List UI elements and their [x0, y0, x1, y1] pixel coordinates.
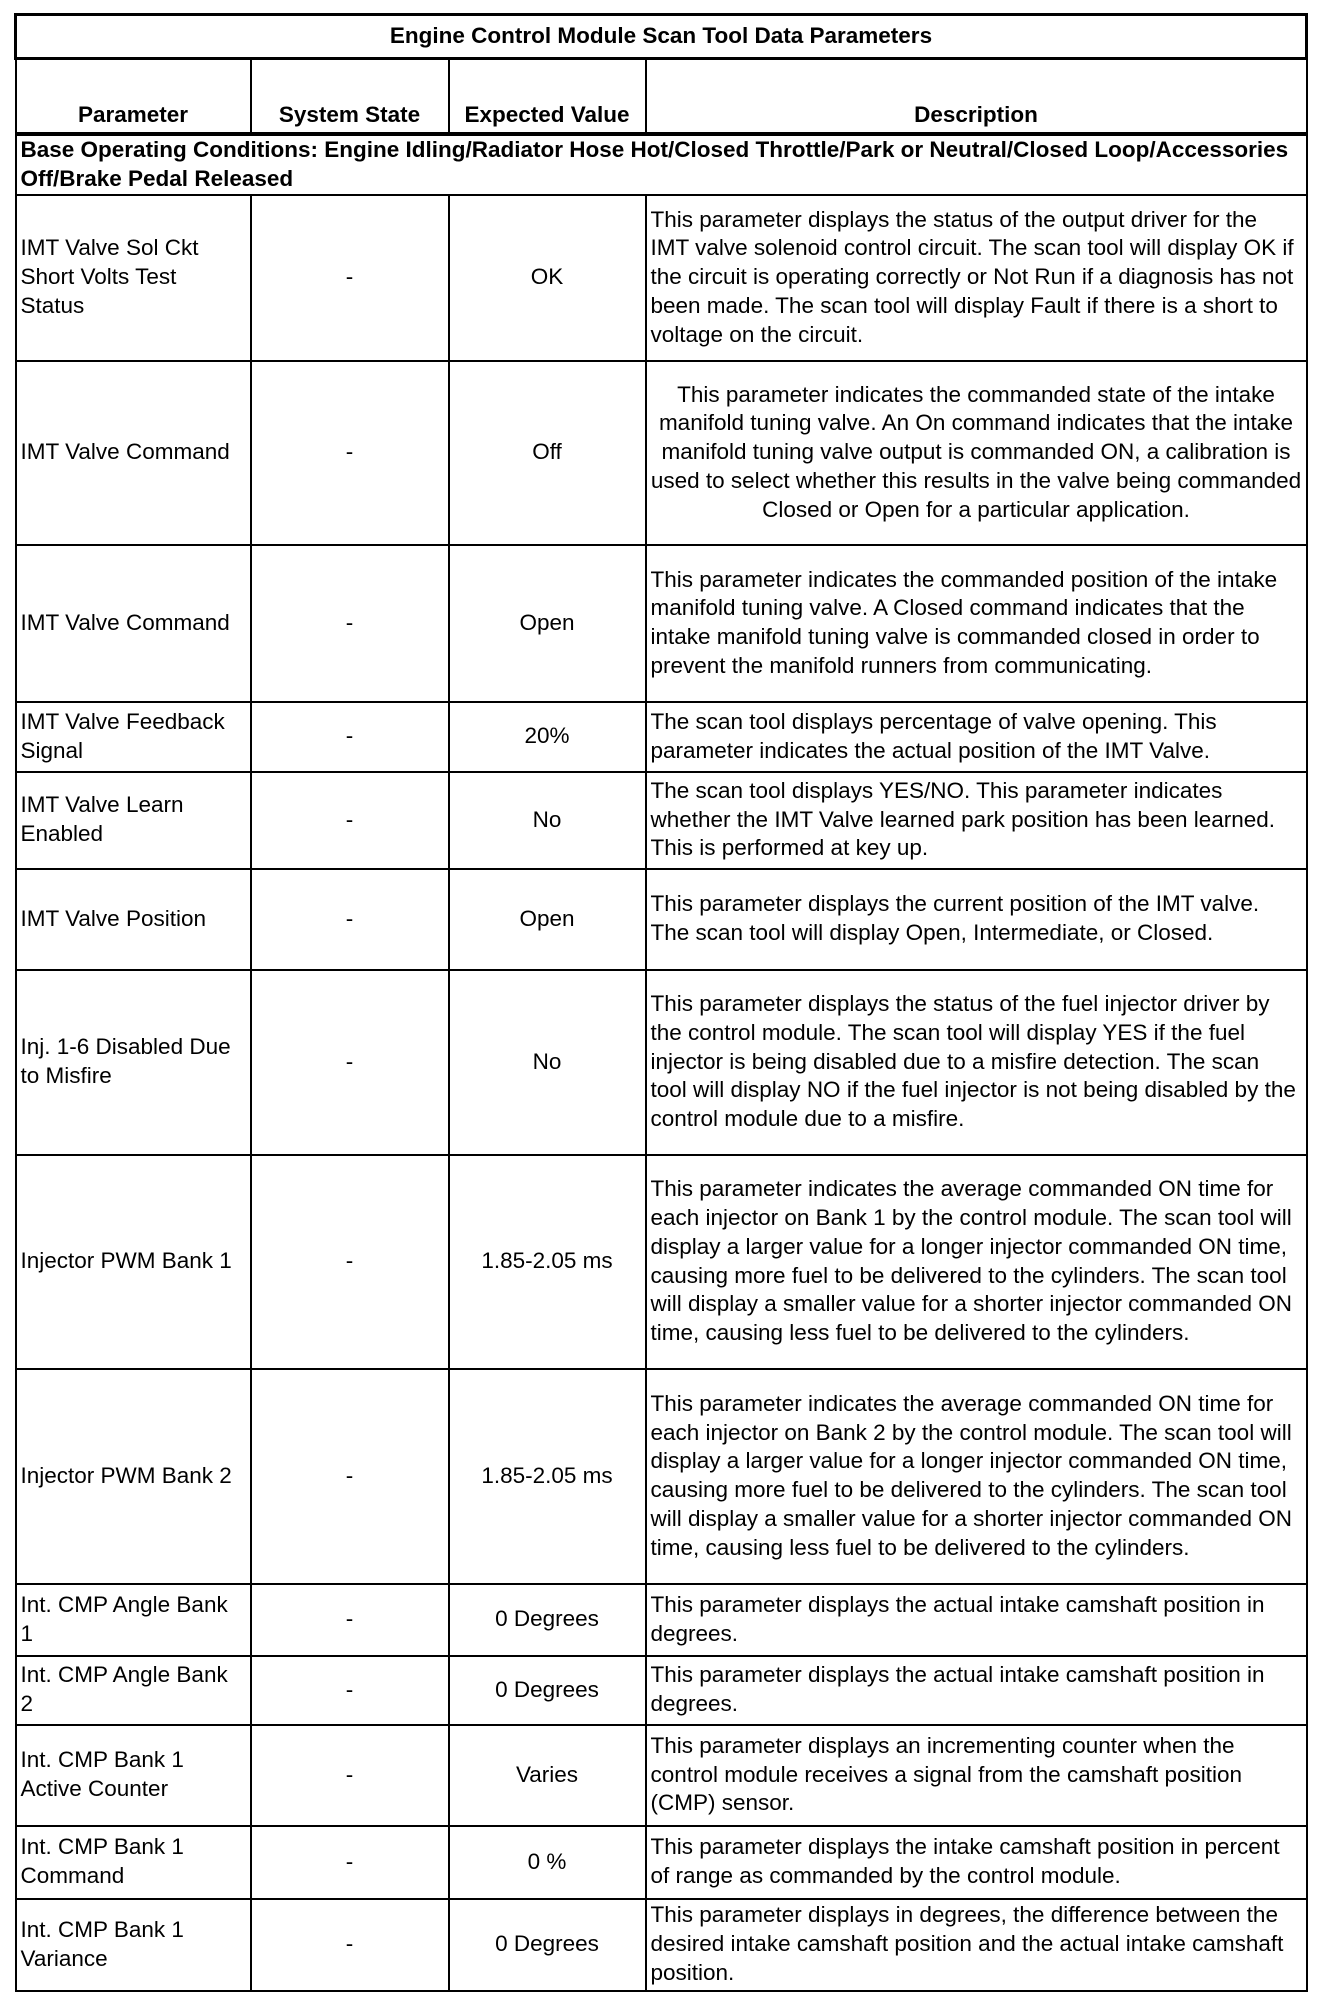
- table-row: [16, 1369, 1307, 1584]
- description-cell: This parameter indicates the commanded state of the intake manifold tuning valve. An On command indicates that the intake manifold tuning valve output is commanded ON, a calibration is used to select whether this results in the valve being commanded Closed or Open for a particular application.: [646, 361, 1307, 545]
- table-row: [16, 1656, 1307, 1725]
- expected-value-cell: Varies: [449, 1725, 646, 1826]
- description-cell: The scan tool displays percentage of valve opening. This parameter indicates the actual position of the IMT Valve.: [646, 702, 1307, 772]
- parameter-cell: Int. CMP Angle Bank 1: [16, 1584, 251, 1656]
- parameter-cell: IMT Valve Command: [16, 545, 251, 702]
- parameter-cell: Injector PWM Bank 1: [16, 1155, 251, 1369]
- expected-value-cell: No: [449, 970, 646, 1155]
- description-cell: This parameter displays an incrementing counter when the control module receives a signal from the camshaft position (CMP) sensor.: [646, 1725, 1307, 1826]
- description-cell: This parameter indicates the average commanded ON time for each injector on Bank 1 by the control module. The scan tool will display a larger value for a longer injector commanded ON time, causing more fuel to be delivered to the cylinders. The scan tool will display a smaller value for a shorter injector commanded ON time, causing less fuel to be delivered to the cylinders.: [646, 1155, 1307, 1369]
- parameter-cell: Int. CMP Bank 1 Active Counter: [16, 1725, 251, 1826]
- header-system-state: System State: [251, 59, 449, 135]
- system-state-cell: -: [251, 1725, 449, 1826]
- system-state-cell: -: [251, 545, 449, 702]
- table-row: [16, 1826, 1307, 1899]
- parameter-cell: IMT Valve Command: [16, 361, 251, 545]
- table-row: [16, 702, 1307, 772]
- description-cell: This parameter displays the actual intake camshaft position in degrees.: [646, 1656, 1307, 1725]
- table-row: [16, 1584, 1307, 1656]
- description-cell: This parameter displays the status of the fuel injector driver by the control module. The scan tool will display YES if the fuel injector is being disabled due to a misfire detection. The scan tool will display NO if the fuel injector is not being disabled by the control module due to a misfire.: [646, 970, 1307, 1155]
- system-state-cell: -: [251, 1369, 449, 1584]
- expected-value-cell: 0 Degrees: [449, 1584, 646, 1656]
- scan-tool-data-table: [14, 13, 1308, 1992]
- system-state-cell: -: [251, 772, 449, 869]
- parameter-cell: IMT Valve Position: [16, 869, 251, 970]
- header-expected-value: Expected Value: [449, 59, 646, 135]
- parameter-cell: IMT Valve Feedback Signal: [16, 702, 251, 772]
- expected-value-cell: 0 Degrees: [449, 1899, 646, 1991]
- description-cell: This parameter displays the intake camshaft position in percent of range as commanded by the control module.: [646, 1826, 1307, 1899]
- table-row: [16, 772, 1307, 869]
- description-cell: The scan tool displays YES/NO. This parameter indicates whether the IMT Valve learned park position has been learned. This is performed at key up.: [646, 772, 1307, 869]
- table-row: [16, 869, 1307, 970]
- parameter-cell: Int. CMP Angle Bank 2: [16, 1656, 251, 1725]
- system-state-cell: -: [251, 1584, 449, 1656]
- system-state-cell: -: [251, 195, 449, 361]
- description-cell: This parameter displays the status of the output driver for the IMT valve solenoid control circuit. The scan tool will display OK if the circuit is operating correctly or Not Run if a diagnosis has not been made. The scan tool will display Fault if there is a short to voltage on the circuit.: [646, 195, 1307, 361]
- expected-value-cell: Open: [449, 545, 646, 702]
- table-row: [16, 1155, 1307, 1369]
- system-state-cell: -: [251, 1155, 449, 1369]
- system-state-cell: -: [251, 1826, 449, 1899]
- system-state-cell: -: [251, 1899, 449, 1991]
- expected-value-cell: 1.85-2.05 ms: [449, 1155, 646, 1369]
- expected-value-cell: 20%: [449, 702, 646, 772]
- table-row: [16, 970, 1307, 1155]
- table-row: [16, 1725, 1307, 1826]
- header-description: Description: [646, 59, 1307, 135]
- description-cell: This parameter displays the current position of the IMT valve. The scan tool will display Open, Intermediate, or Closed.: [646, 869, 1307, 970]
- expected-value-cell: No: [449, 772, 646, 869]
- system-state-cell: -: [251, 869, 449, 970]
- header-parameter: Parameter: [16, 59, 251, 135]
- description-cell: This parameter indicates the average commanded ON time for each injector on Bank 2 by the control module. The scan tool will display a larger value for a longer injector commanded ON time, causing more fuel to be delivered to the cylinders. The scan tool will display a smaller value for a shorter injector commanded ON time, causing less fuel to be delivered to the cylinders.: [646, 1369, 1307, 1584]
- description-cell: This parameter displays the actual intake camshaft position in degrees.: [646, 1584, 1307, 1656]
- expected-value-cell: Open: [449, 869, 646, 970]
- parameter-cell: Int. CMP Bank 1 Variance: [16, 1899, 251, 1991]
- table-row: [16, 195, 1307, 361]
- parameter-cell: IMT Valve Sol Ckt Short Volts Test Status: [16, 195, 251, 361]
- table-row: [16, 1899, 1307, 1991]
- system-state-cell: -: [251, 1656, 449, 1725]
- parameter-cell: Inj. 1-6 Disabled Due to Misfire: [16, 970, 251, 1155]
- expected-value-cell: 0 Degrees: [449, 1656, 646, 1725]
- base-operating-conditions: Base Operating Conditions: Engine Idling/Radiator Hose Hot/Closed Throttle/Park or Neutral/Closed Loop/Accessories Off/Brake Pedal Released: [16, 134, 1307, 195]
- table-title: Engine Control Module Scan Tool Data Parameters: [16, 15, 1307, 59]
- expected-value-cell: 0 %: [449, 1826, 646, 1899]
- table-row: [16, 545, 1307, 702]
- description-cell: This parameter displays in degrees, the difference between the desired intake camshaft position and the actual intake camshaft position.: [646, 1899, 1307, 1991]
- description-cell: This parameter indicates the commanded position of the intake manifold tuning valve. A Closed command indicates that the intake manifold tuning valve is commanded closed in order to prevent the manifold runners from communicating.: [646, 545, 1307, 702]
- table-row: [16, 361, 1307, 545]
- system-state-cell: -: [251, 702, 449, 772]
- expected-value-cell: Off: [449, 361, 646, 545]
- system-state-cell: -: [251, 970, 449, 1155]
- expected-value-cell: 1.85-2.05 ms: [449, 1369, 646, 1584]
- expected-value-cell: OK: [449, 195, 646, 361]
- parameter-cell: Injector PWM Bank 2: [16, 1369, 251, 1584]
- system-state-cell: -: [251, 361, 449, 545]
- parameter-cell: IMT Valve Learn Enabled: [16, 772, 251, 869]
- parameter-cell: Int. CMP Bank 1 Command: [16, 1826, 251, 1899]
